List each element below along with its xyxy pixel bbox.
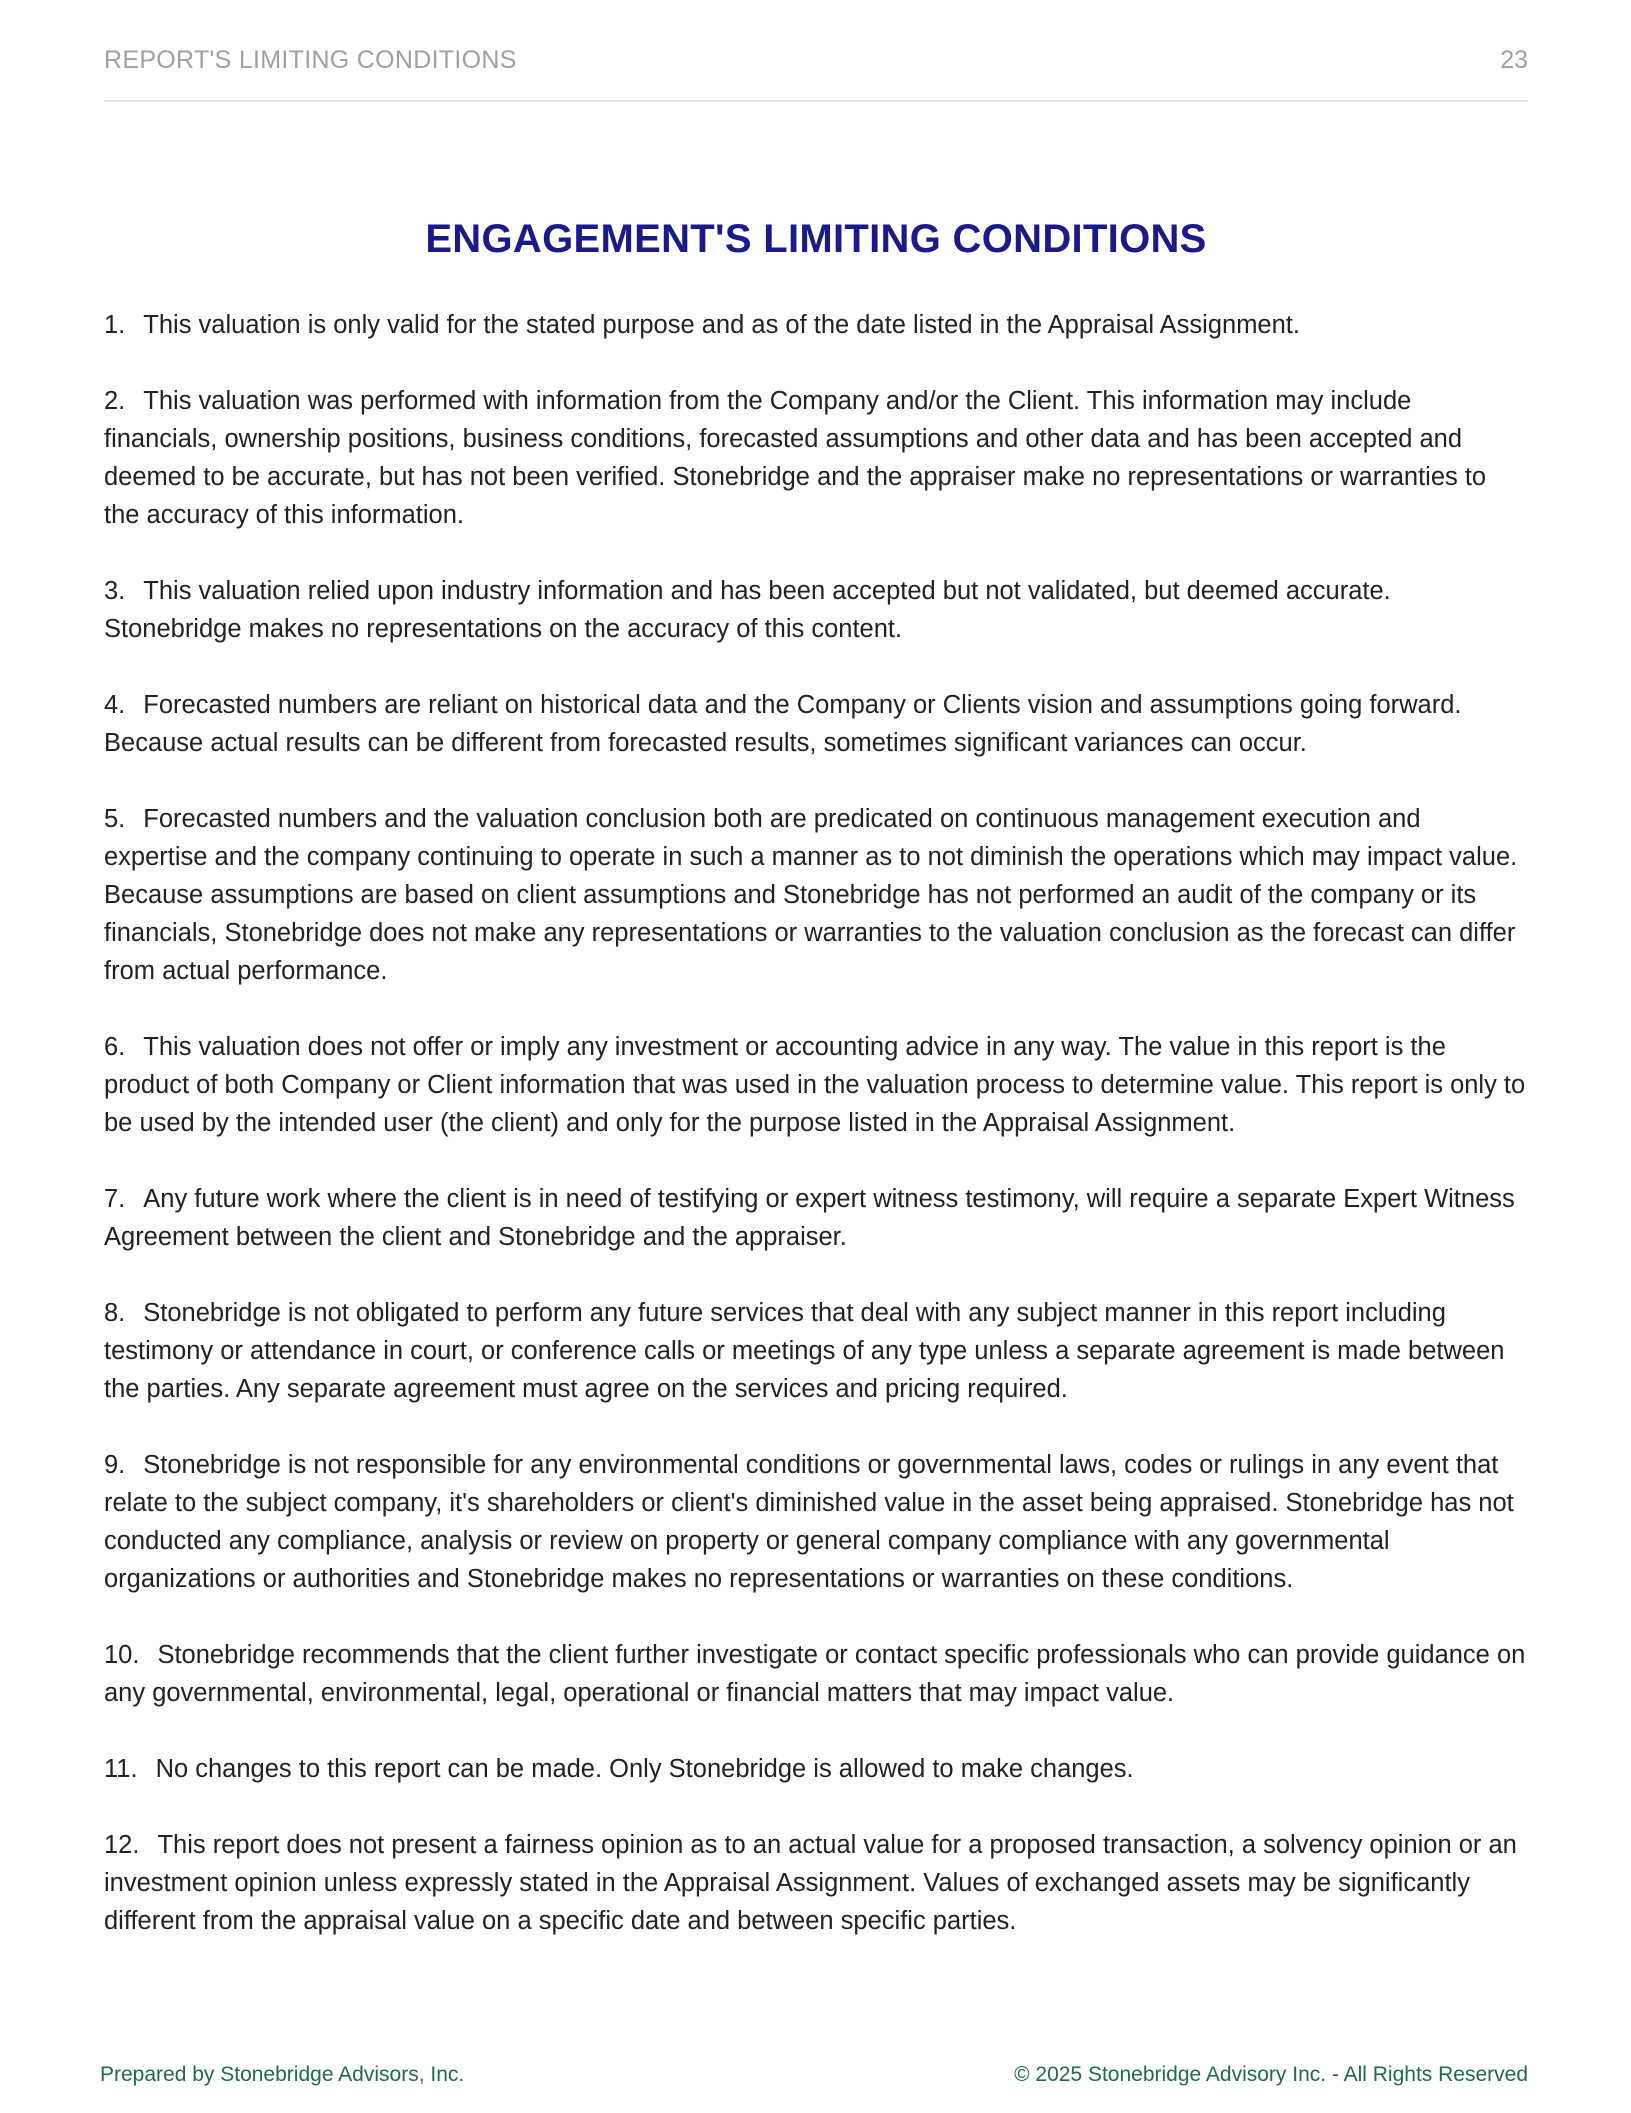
- condition-text: Forecasted numbers are reliant on historical data and the Company or Clients vision and assumptions going forward. Because actual results can be different from forecasted results, sometimes significant variances can occur.: [104, 691, 1462, 757]
- header-section-title: REPORT'S LIMITING CONDITIONS: [104, 46, 517, 74]
- condition-number: 8.: [104, 1299, 126, 1327]
- condition-text: No changes to this report can be made. Only Stonebridge is allowed to make changes.: [155, 1755, 1134, 1783]
- condition-text: This report does not present a fairness opinion as to an actual value for a proposed transaction, a solvency opinion or an investment opinion unless expressly stated in the Appraisal Assignment. Values of exchanged assets may be significantly different from the appraisal value on a specific date and between specific parties.: [104, 1831, 1517, 1935]
- page-footer: [100, 2063, 1528, 2093]
- condition-item: [104, 1028, 1528, 1142]
- conditions-list: [104, 306, 1528, 1978]
- condition-text: Stonebridge is not responsible for any environmental conditions or governmental laws, codes or rulings in any event that relate to the subject company, it's shareholders or client's diminished value in the asset being appraised. Stonebridge has not conducted any compliance, analysis or review on property or general company compliance with any governmental organizations or authorities and Stonebridge makes no representations or warranties on these conditions.: [104, 1451, 1514, 1593]
- condition-text: Forecasted numbers and the valuation conclusion both are predicated on continuous management execution and expertise and the company continuing to operate in such a manner as to not diminish the operations which may impact value. Because assumptions are based on client assumptions and Stonebridge has not performed an audit of the company or its financials, Stonebridge does not make any representations or warranties to the valuation conclusion as the forecast can differ from actual performance.: [104, 805, 1518, 985]
- page-header: [104, 46, 1528, 102]
- condition-number: 10.: [104, 1641, 140, 1669]
- condition-item: [104, 1826, 1528, 1940]
- condition-item: [104, 800, 1528, 990]
- condition-text: This valuation does not offer or imply any investment or accounting advice in any way. The value in this report is the product of both Company or Client information that was used in the valuation process to determine value. This report is only to be used by the intended user (the client) and only for the purpose listed in the Appraisal Assignment.: [104, 1033, 1526, 1137]
- condition-text: Stonebridge is not obligated to perform any future services that deal with any subject manner in this report including testimony or attendance in court, or conference calls or meetings of any type unless a separate agreement is made between the parties. Any separate agreement must agree on the services and pricing required.: [104, 1299, 1505, 1403]
- footer-prepared-by: Prepared by Stonebridge Advisors, Inc.: [100, 2063, 465, 2086]
- condition-number: 5.: [104, 805, 126, 833]
- condition-item: [104, 1446, 1528, 1598]
- condition-text: This valuation relied upon industry information and has been accepted but not validated, but deemed accurate. Stonebridge makes no representations on the accuracy of this content.: [104, 577, 1391, 643]
- condition-item: [104, 1294, 1528, 1408]
- condition-item: [104, 572, 1528, 648]
- condition-item: [104, 686, 1528, 762]
- condition-text: This valuation was performed with information from the Company and/or the Client. This information may include financials, ownership positions, business conditions, forecasted assumptions and other data and has been accepted and deemed to be accurate, but has not been verified. Stonebridge and the appraiser make no representations or warranties to the accuracy of this information.: [104, 387, 1487, 529]
- page-title: ENGAGEMENT'S LIMITING CONDITIONS: [425, 216, 1207, 261]
- condition-number: 11.: [104, 1755, 138, 1783]
- condition-item: [104, 1180, 1528, 1256]
- condition-number: 1.: [104, 311, 126, 339]
- condition-item: [104, 1636, 1528, 1712]
- condition-number: 12.: [104, 1831, 140, 1859]
- condition-text: Stonebridge recommends that the client further investigate or contact specific professionals who can provide guidance on any governmental, environmental, legal, operational or financial matters that may impact value.: [104, 1641, 1526, 1707]
- condition-number: 2.: [104, 387, 126, 415]
- condition-item: [104, 382, 1528, 534]
- condition-number: 9.: [104, 1451, 126, 1479]
- footer-copyright: © 2025 Stonebridge Advisory Inc. - All Rights Reserved: [1014, 2063, 1528, 2086]
- condition-item: [104, 1750, 1528, 1788]
- condition-number: 7.: [104, 1185, 126, 1213]
- condition-item: [104, 306, 1528, 344]
- condition-number: 3.: [104, 577, 126, 605]
- condition-number: 6.: [104, 1033, 126, 1061]
- page-number: 23: [1500, 46, 1528, 74]
- condition-text: This valuation is only valid for the stated purpose and as of the date listed in the Appraisal Assignment.: [143, 311, 1300, 339]
- condition-text: Any future work where the client is in need of testifying or expert witness testimony, will require a separate Expert Witness Agreement between the client and Stonebridge and the appraiser.: [104, 1185, 1515, 1251]
- condition-number: 4.: [104, 691, 126, 719]
